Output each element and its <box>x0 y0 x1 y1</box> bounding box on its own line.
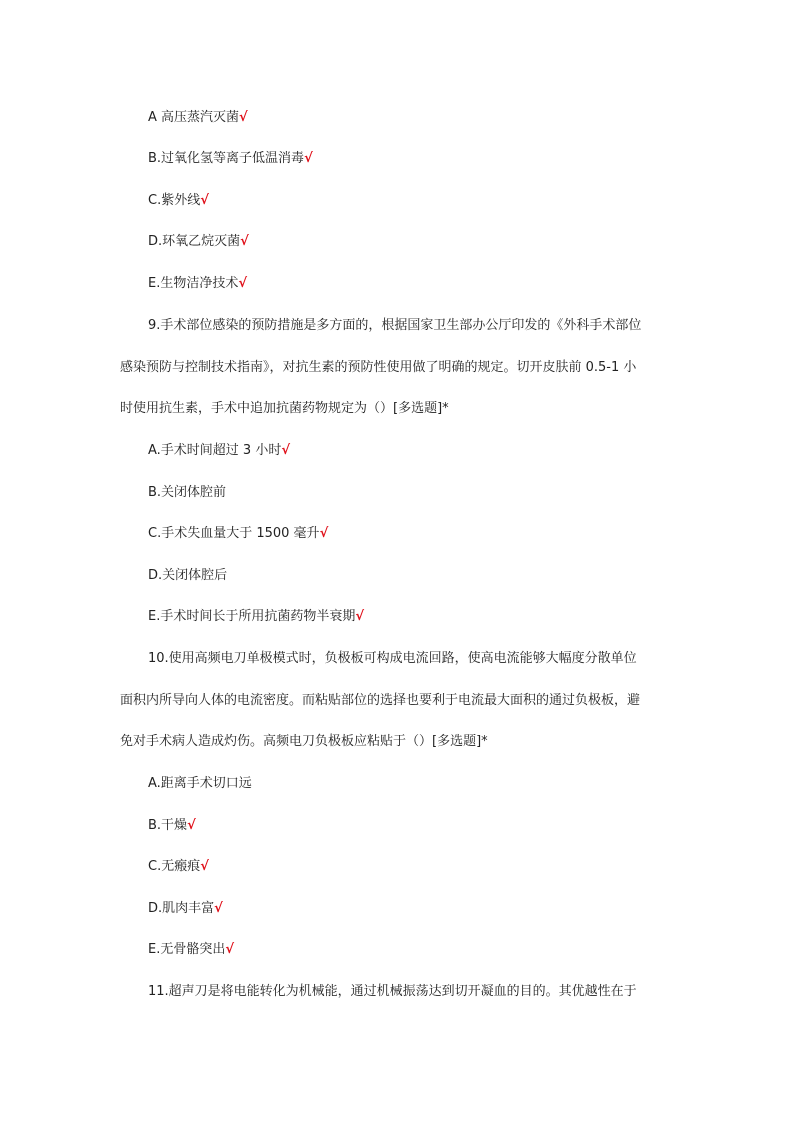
q9-option-e <box>148 608 364 626</box>
check-mark-icon: √ <box>225 942 235 957</box>
check-mark-icon: √ <box>240 234 249 249</box>
q9-option-a <box>148 442 290 460</box>
option-text: D.肌肉丰富 <box>148 901 215 916</box>
option-text: C.紫外线 <box>148 193 201 208</box>
q10-option-b <box>148 817 196 835</box>
option-c <box>148 192 209 210</box>
q9-option-d <box>148 567 227 585</box>
option-text: B.关闭体腔前 <box>148 485 227 500</box>
q10-option-c <box>148 858 209 876</box>
option-text: B.过氧化氢等离子低温消毒 <box>148 151 305 166</box>
option-text: C.手术失血量大于 1500 毫升 <box>148 526 320 541</box>
check-mark-icon: √ <box>319 526 329 541</box>
check-mark-icon: √ <box>214 901 223 916</box>
question-9-line-2: 感染预防与控制技术指南》，对抗生素的预防性使用做了明确的规定。切开皮肤前 0.5-1 小 <box>120 360 637 375</box>
check-mark-icon: √ <box>355 609 365 624</box>
option-e <box>148 275 247 293</box>
option-text: A 高压蒸汽灭菌 <box>148 110 240 125</box>
question-11-line-1: 11.超声刀是将电能转化为机械能，通过机械振荡达到切开凝血的目的。其优越性在于 <box>148 984 637 999</box>
q10-option-d <box>148 900 223 918</box>
question-9-line-3: 时使用抗生素，手术中追加抗菌药物规定为（）[多选题]* <box>120 401 449 416</box>
option-text: E.无骨骼突出 <box>148 942 226 957</box>
question-10-line-3: 免对手术病人造成灼伤。高频电刀负极板应粘贴于（）[多选题]* <box>120 734 488 749</box>
option-text: D.环氧乙烷灭菌 <box>148 234 241 249</box>
check-mark-icon: √ <box>200 193 209 208</box>
q10-option-a <box>148 775 252 793</box>
option-text: E.手术时间长于所用抗菌药物半衰期 <box>148 609 356 624</box>
check-mark-icon: √ <box>187 818 196 833</box>
check-mark-icon: √ <box>200 859 209 874</box>
option-text: E.生物洁净技术 <box>148 276 239 291</box>
option-text: D.关闭体腔后 <box>148 568 228 583</box>
option-a <box>148 109 248 127</box>
q9-option-c <box>148 525 328 543</box>
check-mark-icon: √ <box>304 151 313 166</box>
check-mark-icon: √ <box>238 276 248 291</box>
check-mark-icon: √ <box>281 443 291 458</box>
question-10-line-2: 面积内所导向人体的电流密度。而粘贴部位的选择也要利于电流最大面积的通过负极板，避 <box>120 693 641 708</box>
question-10-line-1: 10.使用高频电刀单极模式时，负极板可构成电流回路，使高电流能够大幅度分散单位 <box>148 651 637 666</box>
question-9-line-1: 9.手术部位感染的预防措施是多方面的，根据国家卫生部办公厅印发的《外科手术部位 <box>148 318 642 333</box>
q10-option-e <box>148 941 234 959</box>
option-b <box>148 150 313 168</box>
q9-option-b <box>148 484 226 502</box>
option-text: A.手术时间超过 3 小时 <box>148 443 282 458</box>
option-text: C.无瘢痕 <box>148 859 201 874</box>
check-mark-icon: √ <box>239 110 248 125</box>
option-text: B.干燥 <box>148 818 188 833</box>
option-text: A.距离手术切口远 <box>148 776 252 791</box>
option-d <box>148 233 249 251</box>
